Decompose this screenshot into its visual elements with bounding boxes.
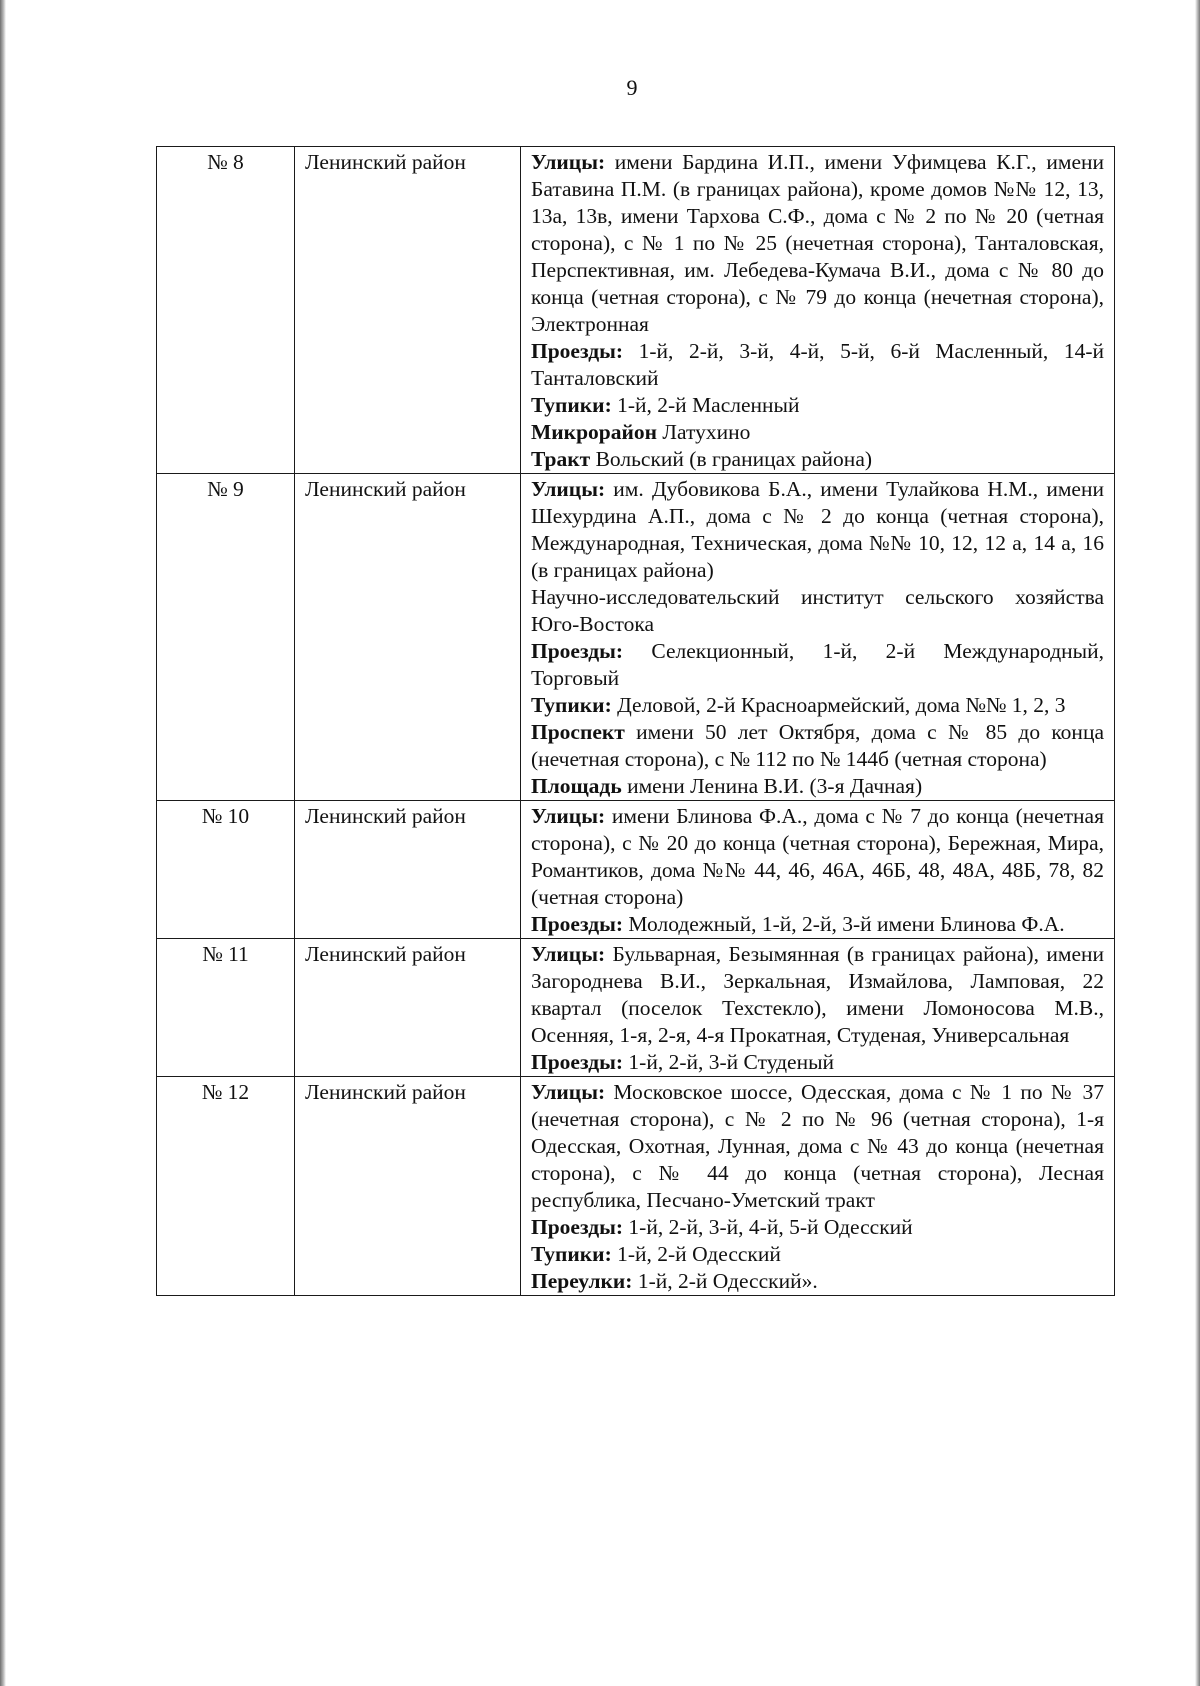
boundary-entry — [531, 446, 1104, 473]
entry-text: 1-й, 2-й Одесский — [611, 1242, 781, 1266]
entry-label: Микрорайон — [531, 420, 658, 444]
entry-label: Улицы: — [531, 942, 606, 966]
entry-text: Латухино — [657, 420, 751, 444]
boundary-entry — [531, 692, 1104, 719]
scan-edge-right — [1195, 0, 1200, 1686]
entry-label: Улицы: — [531, 477, 606, 501]
entry-label: Тракт — [531, 447, 591, 471]
entry-text: имени Блинова Ф.А., дома с № 7 до конца (нечетная сторона), с № 20 до конца (четная сторона), Бережная, Мира, Романтиков, дома №№ 44, 46, 46А, 46Б, 48, 48А, 48Б, 78, 82 (четная сторона) — [531, 804, 1104, 909]
polling-districts-table — [156, 146, 1115, 1296]
district-name: Ленинский район — [295, 474, 521, 801]
entry-text: Селекционный, 1-й, 2-й Международный, Торговый — [531, 639, 1104, 690]
entry-text: имени Ленина В.И. (3-я Дачная) — [621, 774, 923, 798]
boundary-entry — [531, 476, 1104, 584]
entry-text: имени 50 лет Октября, дома с № 85 до конца (нечетная сторона), с № 112 по № 144б (четная сторона) — [531, 720, 1104, 771]
entry-label: Улицы: — [531, 150, 606, 174]
boundary-entry — [531, 584, 1104, 638]
entry-text: Молодежный, 1-й, 2-й, 3-й имени Блинова Ф.А. — [623, 912, 1065, 936]
boundary-entry — [531, 1049, 1104, 1076]
district-name: Ленинский район — [295, 1077, 521, 1296]
table-row — [157, 939, 1115, 1077]
entry-label: Улицы: — [531, 1080, 606, 1104]
entry-label: Тупики: — [531, 693, 612, 717]
table-row — [157, 474, 1115, 801]
district-boundaries — [521, 474, 1115, 801]
district-name: Ленинский район — [295, 939, 521, 1077]
entry-text: Вольский (в границах района) — [590, 447, 873, 471]
entry-text: им. Дубовикова Б.А., имени Тулайкова Н.М., имени Шехурдина А.П., дома с № 2 до конца (четная сторона), Международная, Техническая, дома №№ 10, 12, 12 а, 14 а, 16 (в границах района) — [531, 477, 1104, 582]
entry-label: Проспект — [531, 720, 625, 744]
entry-label: Тупики: — [531, 393, 612, 417]
table-row — [157, 801, 1115, 939]
district-boundaries — [521, 147, 1115, 474]
entry-text: имени Бардина И.П., имени Уфимцева К.Г., имени Батавина П.М. (в границах района), кроме домов №№ 12, 13, 13а, 13в, имени Тархова С.Ф., дома с № 2 по № 20 (четная сторона), с № 1 по № 25 (нечетная сторона), Танталовская, Перспективная, им. Лебедева-Кумача В.И., дома с № 80 до конца (четная сторона), с № 79 до конца (нечетная сторона), Электронная — [531, 150, 1104, 336]
district-number: № 10 — [157, 801, 295, 939]
entry-text: 1-й, 2-й, 3-й Студеный — [623, 1050, 835, 1074]
boundary-entry — [531, 1079, 1104, 1214]
district-number: № 9 — [157, 474, 295, 801]
boundary-entry — [531, 392, 1104, 419]
district-boundaries — [521, 1077, 1115, 1296]
boundary-entry — [531, 803, 1104, 911]
entry-label: Площадь — [531, 774, 622, 798]
entry-label: Проезды: — [531, 1215, 624, 1239]
district-name: Ленинский район — [295, 801, 521, 939]
district-number: № 8 — [157, 147, 295, 474]
boundary-entry — [531, 941, 1104, 1049]
boundary-entry — [531, 719, 1104, 773]
entry-label: Переулки: — [531, 1269, 633, 1293]
entry-text: 1-й, 2-й Одесский». — [632, 1269, 818, 1293]
district-boundaries — [521, 801, 1115, 939]
district-number: № 11 — [157, 939, 295, 1077]
boundary-entry — [531, 773, 1104, 800]
entry-label: Проезды: — [531, 1050, 624, 1074]
entry-label: Проезды: — [531, 912, 624, 936]
boundary-entry — [531, 149, 1104, 338]
entry-text: Деловой, 2-й Красноармейский, дома №№ 1, 2, 3 — [611, 693, 1066, 717]
boundary-entry — [531, 911, 1104, 938]
boundary-entry — [531, 1214, 1104, 1241]
entry-text: 1-й, 2-й, 3-й, 4-й, 5-й, 6-й Масленный, 14-й Танталовский — [531, 339, 1104, 390]
table-row — [157, 147, 1115, 474]
boundary-entry — [531, 1268, 1104, 1295]
district-name: Ленинский район — [295, 147, 521, 474]
page-number: 9 — [626, 75, 638, 100]
scan-edge-left — [0, 0, 6, 1686]
entry-label: Тупики: — [531, 1242, 612, 1266]
entry-label: Улицы: — [531, 804, 606, 828]
entry-label: Проезды: — [531, 639, 624, 663]
boundary-entry — [531, 1241, 1104, 1268]
table-row — [157, 1077, 1115, 1296]
entry-text: Бульварная, Безымянная (в границах района), имени Загороднева В.И., Зеркальная, Измайлова, Ламповая, 22 квартал (поселок Техстекло), имени Ломоносова М.В., Осенняя, 1-я, 2-я, 4-я Прокатная, Студеная, Универсальная — [531, 942, 1104, 1047]
boundary-entry — [531, 638, 1104, 692]
boundary-entry — [531, 338, 1104, 392]
district-number: № 12 — [157, 1077, 295, 1296]
entry-text: Научно-исследовательский институт сельского хозяйства Юго-Востока — [531, 585, 1104, 636]
entry-text: 1-й, 2-й, 3-й, 4-й, 5-й Одесский — [623, 1215, 913, 1239]
boundary-entry — [531, 419, 1104, 446]
district-boundaries — [521, 939, 1115, 1077]
entry-text: 1-й, 2-й Масленный — [611, 393, 800, 417]
entry-label: Проезды: — [531, 339, 624, 363]
entry-text: Московское шоссе, Одесская, дома с № 1 по № 37 (нечетная сторона), с № 2 по № 96 (четная сторона), 1-я Одесская, Охотная, Лунная, дома с № 43 до конца (нечетная сторона), с № 44 до конца (четная сторона), Лесная республика, Песчано-Уметский тракт — [531, 1080, 1104, 1212]
